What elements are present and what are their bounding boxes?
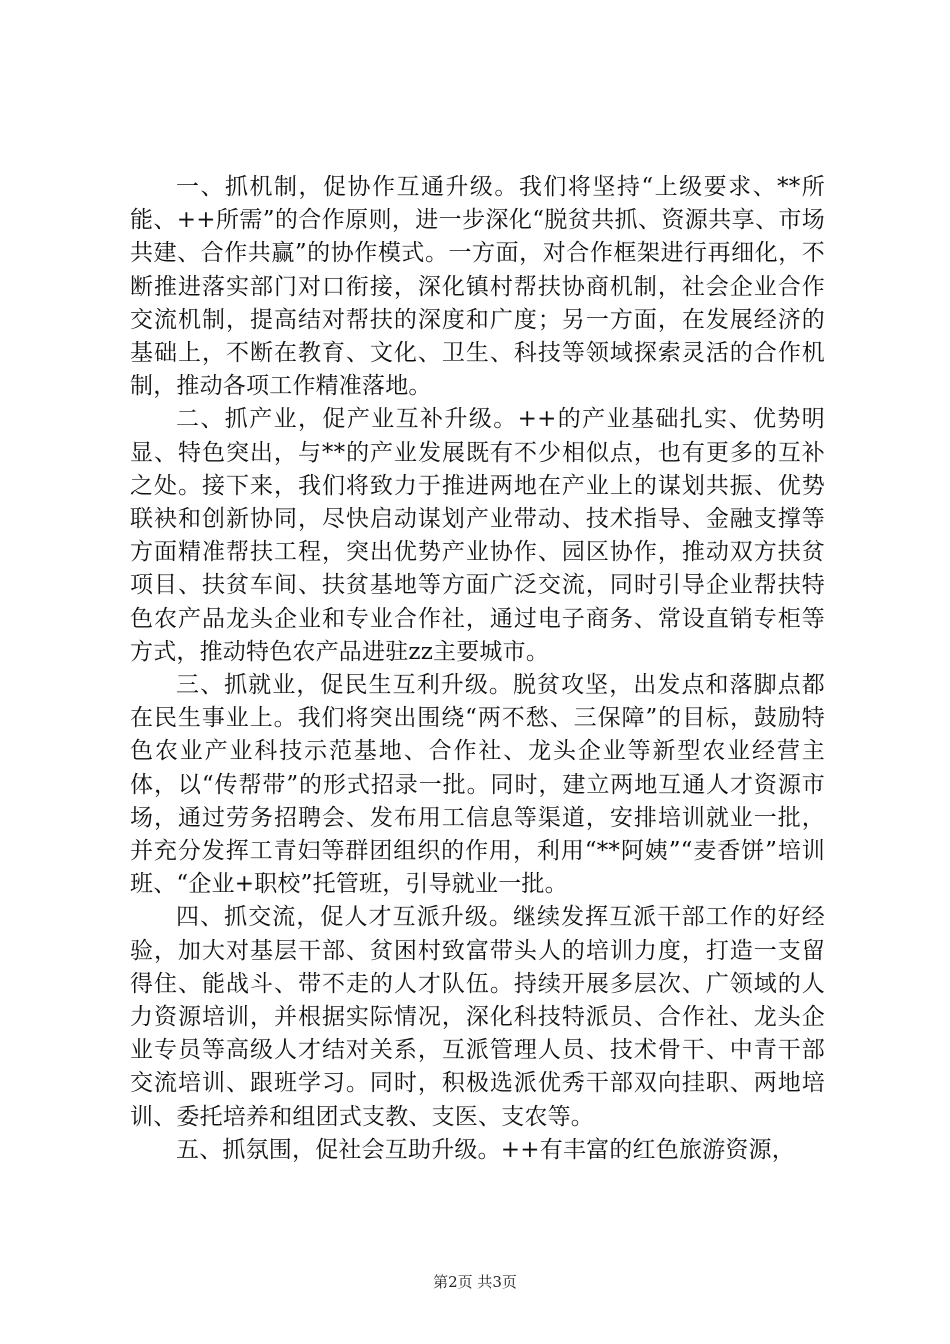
paragraph-mechanism: 一、抓机制，促协作互通升级。我们将坚持“上级要求、**所能、++所需”的合作原则，进一步深化“脱贫共抓、资源共享、市场共建、合作共赢”的协作模式。一方面，对合作框架进行再细化，不断推进落实部门对口衔接，深化镇村帮扶协商机制，社会企业合作交流机制，提高结对帮扶的深度和广度；另一方面，在发展经济的基础上，不断在教育、文化、卫生、科技等领域探索灵活的合作机制，推动各项工作精准落地。 xyxy=(130,174,825,400)
paragraph-atmosphere: 五、抓氛围，促社会互助升级。++有丰富的红色旅游资源， xyxy=(176,1136,795,1163)
page-number-footer: 第2页 共3页 xyxy=(433,1273,517,1291)
paragraph-employment: 三、抓就业，促民生互利升级。脱贫攻坚，出发点和落脚点都在民生事业上。我们将突出围绕“两不愁、三保障”的目标，鼓励特色农业产业科技示范基地、合作社、龙头企业等新型农业经营主体，以“传帮带”的形式招录一批。同时，建立两地互通人才资源市场，通过劳务招聘会、发布用工信息等渠道，安排培训就业一批，并充分发挥工青妇等群团组织的作用，利用“**阿姨”“麦香饼”培训班、“企业+职校”托管班，引导就业一批。 xyxy=(130,672,825,898)
paragraph-exchange: 四、抓交流，促人才互派升级。继续发挥互派干部工作的好经验，加大对基层干部、贫困村致富带头人的培训力度，打造一支留得住、能战斗、带不走的人才队伍。持续开展多层次、广领域的人力资源培训，并根据实际情况，深化科技特派员、合作社、龙头企业专员等高级人才结对关系，互派管理人员、技术骨干、中青干部交流培训、跟班学习。同时，积极选派优秀干部双向挂职、两地培训、委托培养和组团式支教、支医、支农等。 xyxy=(130,904,825,1130)
paragraph-industry: 二、抓产业，促产业互补升级。++的产业基础扎实、优势明显、特色突出，与**的产业发展既有不少相似点，也有更多的互补之处。接下来，我们将致力于推进两地在产业上的谋划共振、优势联袂和创新协同，尽快启动谋划产业带动、技术指导、金融支撑等方面精准帮扶工程，突出优势产业协作、园区协作，推动双方扶贫项目、扶贫车间、扶贫基地等方面广泛交流，同时引导企业帮扶特色农产品龙头企业和专业合作社，通过电子商务、常设直销专柜等方式，推动特色农产品进驻zz主要城市。 xyxy=(130,406,825,665)
document-body xyxy=(130,171,825,1167)
